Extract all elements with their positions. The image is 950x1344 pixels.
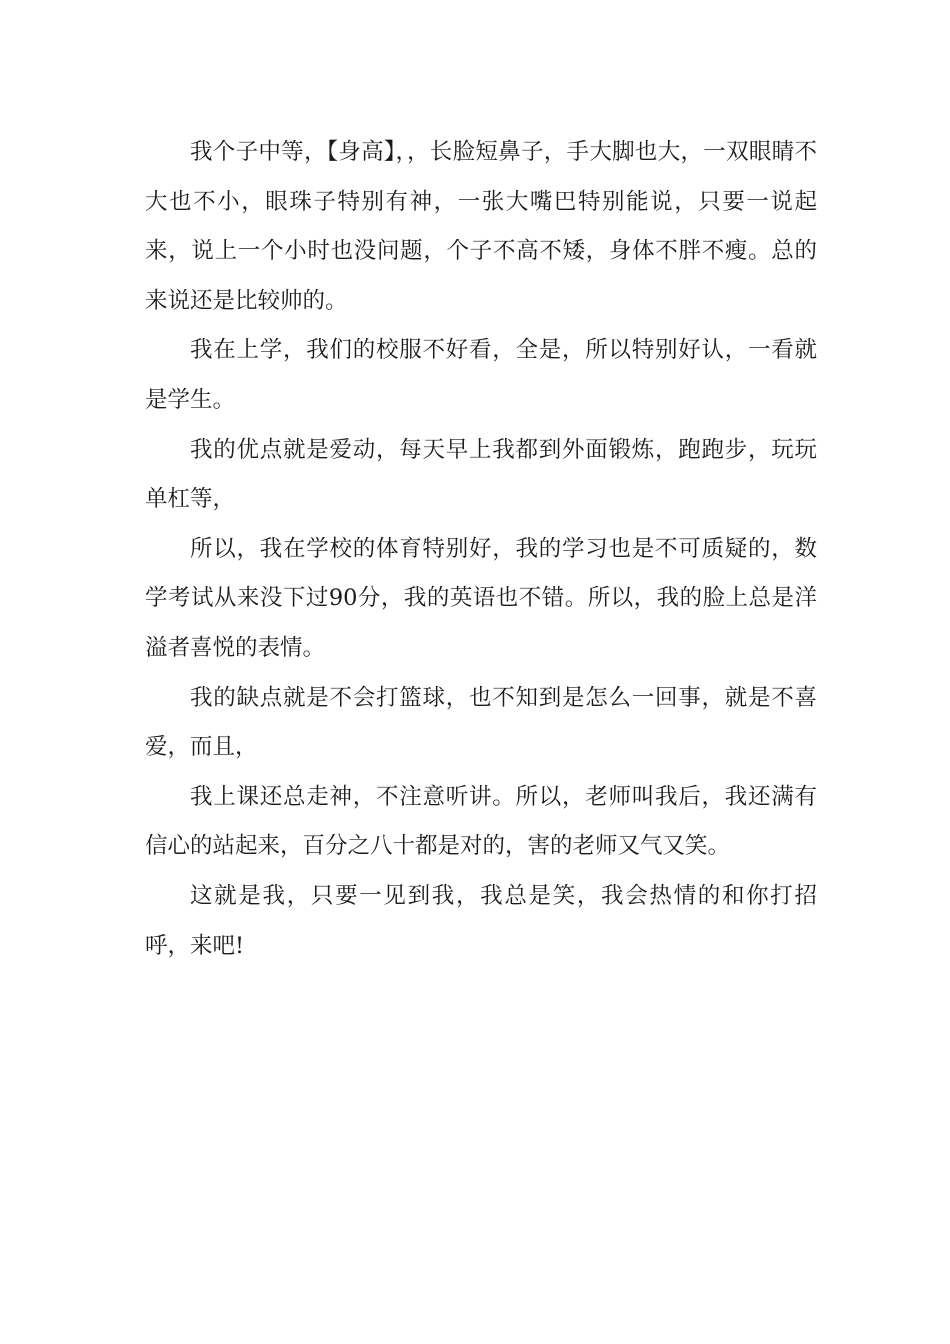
document-body	[145, 128, 817, 971]
paragraph-1: 我个子中等，【身高】，，长脸短鼻子，手大脚也大，一双眼睛不大也不小，眼珠子特别有神，一张大嘴巴特别能说，只要一说起来，说上一个小时也没问题，个子不高不矮，身体不胖不瘦。总的来说还是比较帅的。	[145, 139, 817, 314]
paragraph-3: 我的优点就是爱动，每天早上我都到外面锻炼，跑跑步，玩玩单杠等，	[145, 436, 817, 513]
paragraph-2: 我在上学，我们的校服不好看，全是，所以特别好认，一看就是学生。	[145, 337, 817, 413]
paragraph-7: 这就是我，只要一见到我，我总是笑，我会热情的和你打招呼，来吧!	[145, 882, 817, 959]
paragraph-6: 我上课还总走神，不注意听讲。所以，老师叫我后，我还满有信心的站起来，百分之八十都是对的，害的老师又气又笑。	[145, 783, 817, 860]
paragraph-4: 所以，我在学校的体育特别好，我的学习也是不可质疑的，数学考试从来没下过90分，我的英语也不错。所以，我的脸上总是洋溢者喜悦的表情。	[145, 535, 817, 661]
paragraph-5: 我的缺点就是不会打篮球，也不知到是怎么一回事，就是不喜爱，而且，	[145, 684, 817, 761]
